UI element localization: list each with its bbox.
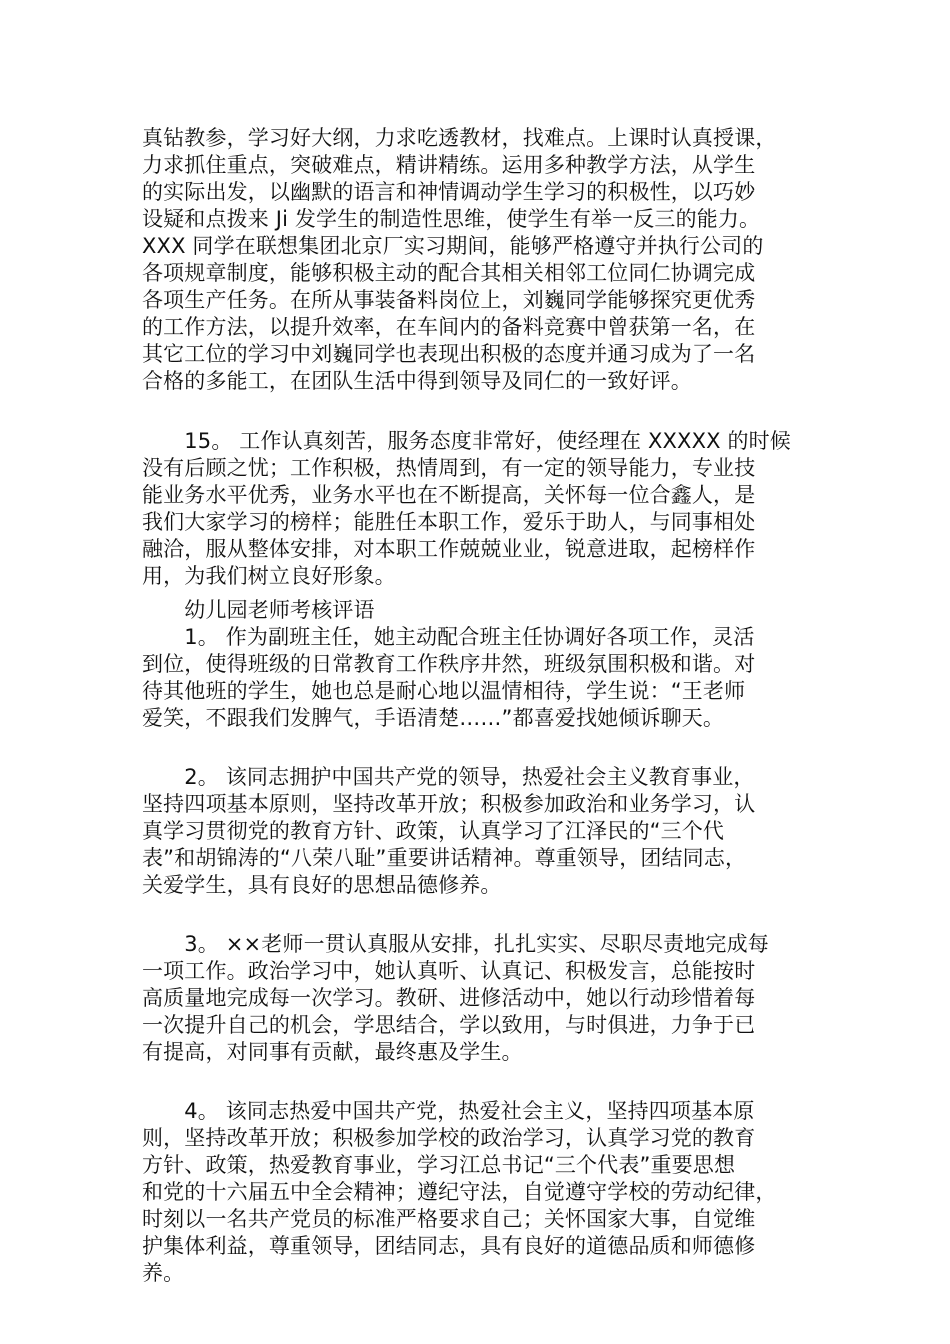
text-line: 各项生产任务。在所从事装备料岗位上，刘巍同学能够探究更优秀 (142, 288, 756, 312)
text-line: 能业务水平优秀，业务水平也在不断提高，关怀每一位合鑫人，是 (142, 483, 756, 507)
text-line: 真钻教参，学习好大纲，力求吃透教材，找难点。上课时认真授课， (142, 126, 777, 150)
text-line: 1。 作为副班主任，她主动配合班主任协调好各项工作，灵活 (142, 625, 755, 649)
text-line: 设疑和点拨来 Ji 发学生的制造性思维，使学生有举一反三的能力。 (142, 207, 761, 231)
text-line: 力求抓住重点，突破难点，精讲精练。运用多种教学方法，从学生 (142, 153, 756, 177)
text-line: 3。 ××老师一贯认真服从安排，扎扎实实、尽职尽责地完成每 (142, 932, 769, 956)
text-line: 有提高，对同事有贡献，最终惠及学生。 (142, 1040, 523, 1064)
section-heading: 幼儿园老师考核评语 (142, 598, 375, 622)
text-line: 和党的十六届五中全会精神；遵纪守法，自觉遵守学校的劳动纪律， (142, 1180, 777, 1204)
text-line: 到位，使得班级的日常教育工作秩序井然，班级氛围积极和谐。对 (142, 652, 756, 676)
text-line: 方针、政策，热爱教育事业，学习江总书记“三个代表”重要思想 (142, 1153, 736, 1177)
text-line: 一次提升自己的机会，学思结合，学以致用，与时俱进，力争于已 (142, 1013, 756, 1037)
text-line: 高质量地完成每一次学习。教研、进修活动中，她以行动珍惜着每 (142, 986, 756, 1010)
text-line: 没有后顾之忧；工作积极，热情周到，有一定的领导能力，专业技 (142, 456, 756, 480)
text-line: 15。 工作认真刻苦，服务态度非常好，使经理在 XXXXX 的时候 (142, 429, 791, 453)
text-line: 表”和胡锦涛的“八荣八耻”重要讲话精神。尊重领导，团结同志， (142, 846, 747, 870)
text-line: 护集体利益，尊重领导，团结同志，具有良好的道德品质和师德修 (142, 1234, 756, 1258)
text-line: 时刻以一名共产党员的标准严格要求自己；关怀国家大事，自觉维 (142, 1207, 756, 1231)
text-line: 我们大家学习的榜样；能胜任本职工作，爱乐于助人，与同事相处 (142, 510, 756, 534)
text-line: 融洽，服从整体安排，对本职工作兢兢业业，锐意进取，起榜样作 (142, 537, 756, 561)
text-line: 养。 (142, 1261, 185, 1285)
text-line: 关爱学生，具有良好的思想品德修养。 (142, 873, 502, 897)
text-line: 2。 该同志拥护中国共产党的领导，热爱社会主义教育事业， (142, 765, 755, 789)
text-line: 爱笑，不跟我们发脾气，手语清楚……”都喜爱找她倾诉聊天。 (142, 706, 725, 730)
text-line: 的实际出发，以幽默的语言和神情调动学生学习的积极性，以巧妙 (142, 180, 756, 204)
text-line: 的工作方法，以提升效率，在车间内的备料竞赛中曾获第一名，在 (142, 315, 756, 339)
text-line: 其它工位的学习中刘巍同学也表现出积极的态度并通习成为了一名 (142, 342, 756, 366)
text-line: 坚持四项基本原则，坚持改革开放；积极参加政治和业务学习，认 (142, 792, 756, 816)
text-line: 合格的多能工，在团队生活中得到领导及同仁的一致好评。 (142, 369, 692, 393)
text-line: 4。 该同志热爱中国共产党，热爱社会主义，坚持四项基本原 (142, 1099, 755, 1123)
text-line: 真学习贯彻党的教育方针、政策，认真学习了江泽民的“三个代 (142, 819, 725, 843)
text-line: 一项工作。政治学习中，她认真听、认真记、积极发言，总能按时 (142, 959, 756, 983)
text-line: XXX 同学在联想集团北京厂实习期间，能够严格遵守并执行公司的 (142, 234, 764, 258)
text-line: 待其他班的学生，她也总是耐心地以温情相待，学生说：“王老师 (142, 679, 746, 703)
text-line: 用，为我们树立良好形象。 (142, 564, 396, 588)
text-line: 则，坚持改革开放；积极参加学校的政治学习，认真学习党的教育 (142, 1126, 756, 1150)
text-line: 各项规章制度，能够积极主动的配合其相关相邻工位同仁协调完成 (142, 261, 756, 285)
